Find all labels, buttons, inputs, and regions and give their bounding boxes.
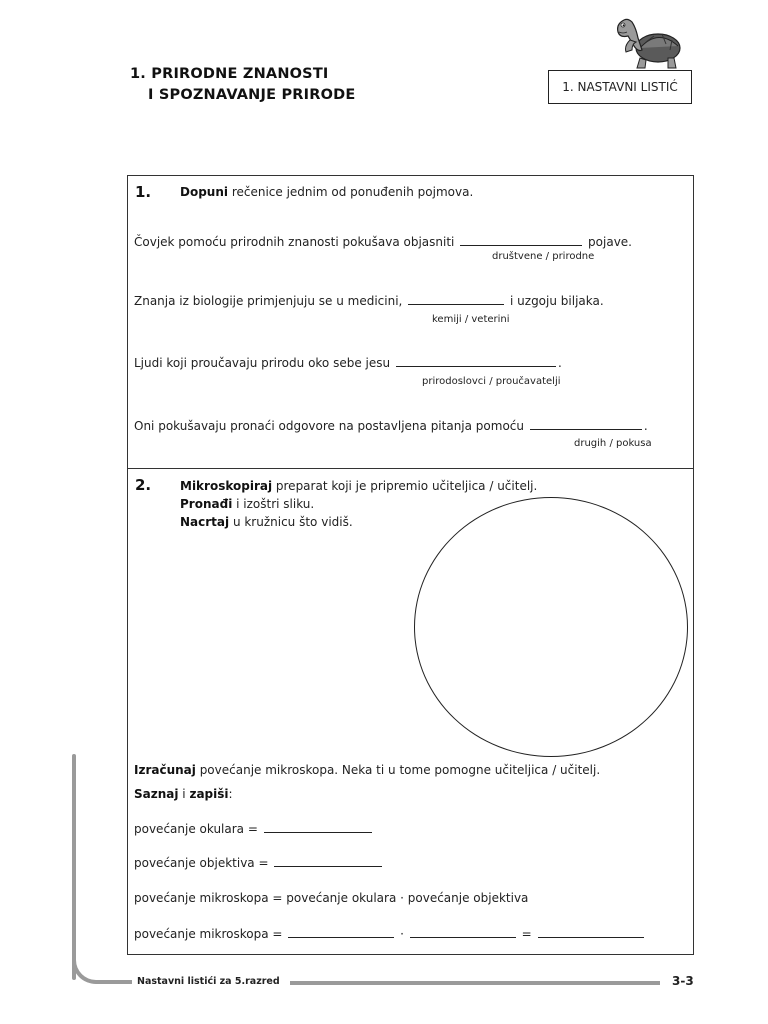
task2-line-1-text: preparat koji je pripremio učiteljica / učitelj. xyxy=(272,479,538,493)
footer-corner xyxy=(72,950,132,984)
footer-title: Nastavni listići za 5.razred xyxy=(137,976,280,987)
result-equals: = xyxy=(521,927,532,941)
sentence-2-after: i uzgoju biljaka. xyxy=(510,294,604,308)
sentence-1-before: Čovjek pomoću prirodnih znanosti pokušava objasniti xyxy=(134,235,455,249)
title-line-1: 1. PRIRODNE ZNANOSTI xyxy=(130,66,329,82)
find-mid: i xyxy=(178,787,190,801)
result-blank-3[interactable] xyxy=(538,927,644,938)
calc-instruction xyxy=(134,763,600,777)
answer-blank-4[interactable] xyxy=(530,419,642,430)
worksheet-label xyxy=(548,70,692,104)
result-blank-1[interactable] xyxy=(288,927,394,938)
task1-sentence-4 xyxy=(134,419,648,433)
task2-line-2-text: i izoštri sliku. xyxy=(232,497,315,511)
sentence-1-after: pojave. xyxy=(588,235,632,249)
result-row xyxy=(134,927,646,941)
title-line-2: I SPOZNAVANJE PRIRODE xyxy=(148,87,356,103)
task2-line-1 xyxy=(180,479,537,493)
task2-line-3-text: u kružnicu što vidiš. xyxy=(229,515,353,529)
page-number: 3-3 xyxy=(672,974,694,988)
turtle-icon xyxy=(610,14,686,70)
ocular-label: povećanje okulara = xyxy=(134,822,258,836)
calc-text: povećanje mikroskopa. Neka ti u tome pomogne učiteljica / učitelj. xyxy=(195,763,601,777)
sentence-3-options: prirodoslovci / proučavatelji xyxy=(422,376,561,387)
result-blank-2[interactable] xyxy=(410,927,516,938)
sentence-3-after: . xyxy=(557,356,562,370)
task2-line-3 xyxy=(180,515,353,529)
task1-instruction xyxy=(180,185,473,199)
margin-line xyxy=(72,754,76,980)
find-verb-1: Saznaj xyxy=(134,787,179,801)
footer-rule xyxy=(290,981,660,985)
sentence-4-after: . xyxy=(643,419,648,433)
section-divider xyxy=(128,468,693,469)
sentence-4-options: drugih / pokusa xyxy=(574,438,652,449)
task2-line-2 xyxy=(180,497,314,511)
find-end: : xyxy=(228,787,233,801)
answer-blank-3[interactable] xyxy=(396,356,556,367)
answer-blank-1[interactable] xyxy=(460,235,582,246)
worksheet-label-text: 1. NASTAVNI LISTIĆ xyxy=(562,80,678,94)
task1-sentence-2 xyxy=(134,294,604,308)
calc-verb: Izračunaj xyxy=(134,763,196,777)
sentence-3-before: Ljudi koji proučavaju prirodu oko sebe jesu xyxy=(134,356,391,370)
objective-row xyxy=(134,856,384,870)
sentence-2-options: kemiji / veterini xyxy=(432,314,510,325)
task2-line-2-verb: Pronađi xyxy=(180,497,233,511)
ocular-blank[interactable] xyxy=(264,822,372,833)
drawing-circle[interactable] xyxy=(414,497,688,757)
find-verb-2: zapiši xyxy=(189,787,229,801)
task1-sentence-3 xyxy=(134,356,562,370)
task1-number: 1. xyxy=(135,183,152,201)
sentence-2-before: Znanja iz biologije primjenjuju se u medicini, xyxy=(134,294,403,308)
answer-blank-2[interactable] xyxy=(408,294,504,305)
objective-blank[interactable] xyxy=(274,856,382,867)
objective-label: povećanje objektiva = xyxy=(134,856,269,870)
task1-instruction-verb: Dopuni xyxy=(180,185,228,199)
formula-row: povećanje mikroskopa = povećanje okulara · povećanje objektiva xyxy=(134,891,529,905)
task2-number: 2. xyxy=(135,476,152,494)
sentence-4-before: Oni pokušavaju pronaći odgovore na postavljena pitanja pomoću xyxy=(134,419,524,433)
task1-instruction-text: rečenice jednim od ponuđenih pojmova. xyxy=(228,185,474,199)
task1-sentence-1 xyxy=(134,235,632,249)
find-instruction xyxy=(134,787,233,801)
ocular-row xyxy=(134,822,374,836)
sentence-1-options: društvene / prirodne xyxy=(492,251,595,262)
result-dot: · xyxy=(400,927,404,941)
result-label: povećanje mikroskopa = xyxy=(134,927,283,941)
task2-line-3-verb: Nacrtaj xyxy=(180,515,230,529)
task2-line-1-verb: Mikroskopiraj xyxy=(180,479,273,493)
